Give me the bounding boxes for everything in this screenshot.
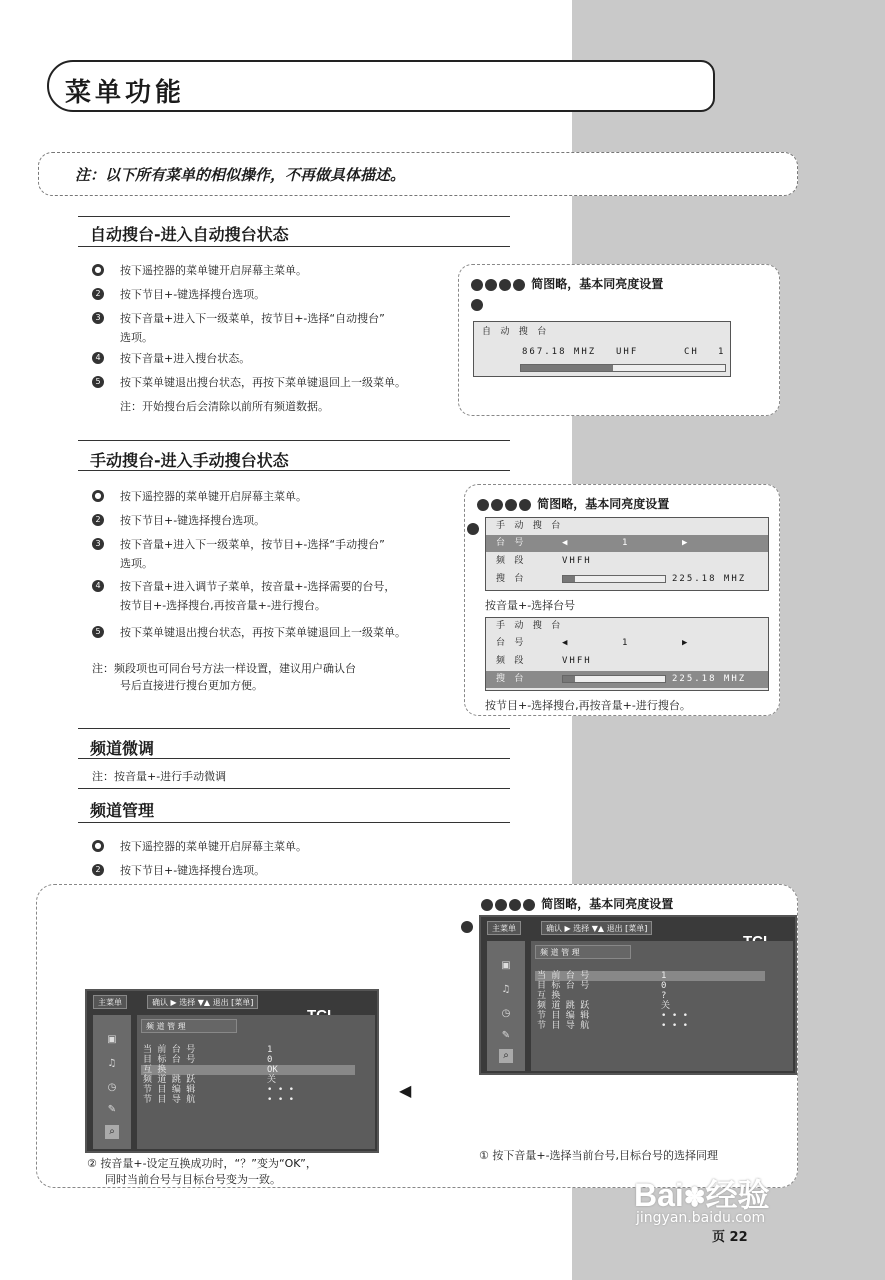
row-skip: 频 道 跳 跃 [537, 1001, 590, 1011]
page-title-box [47, 60, 715, 112]
circle-4-icon [461, 921, 473, 933]
step-bullet-icon: ● [92, 840, 104, 852]
row-skip: 频 道 跳 跃 [143, 1075, 196, 1085]
band-readout: UHF [616, 347, 639, 357]
mgmt-caption-1: ① 按下音量+-选择当前台号,目标台号的选择同理 [479, 1149, 719, 1162]
auto-step-3-cont: 选项。 [120, 331, 153, 344]
auto-search-progress [520, 364, 726, 372]
row-swap: 互 换 [143, 1065, 167, 1075]
screen-title: 自 动 搜 台 [482, 327, 549, 337]
fine-tune-heading: 频道微调 [90, 739, 155, 758]
channel-value: 1 [622, 638, 630, 648]
section-rule [78, 728, 510, 729]
step-4-marker [467, 521, 481, 535]
auto-search-status [474, 344, 730, 361]
circle-4-icon [467, 523, 479, 535]
val-skip: 关 [661, 1001, 671, 1011]
manual-progress [562, 575, 666, 583]
icon-sidebar [487, 941, 525, 1071]
manual-step-4-cont: 按节目+-选择搜台,再按音量+-进行搜台。 [120, 599, 326, 612]
circle-5-icon [519, 499, 531, 511]
freq-readout: 225.18 MHZ [672, 674, 747, 684]
submenu-title: 频 道 管 理 [141, 1019, 237, 1033]
circle-5-icon [523, 899, 535, 911]
row-nav: 节 目 导 航 [537, 1021, 590, 1031]
val-edit: • • • [267, 1085, 295, 1095]
sound-icon: ♫ [501, 984, 511, 995]
auto-search-heading: 自动搜台-进入自动搜台状态 [90, 225, 289, 244]
row-target-channel: 目 标 台 号 [143, 1055, 196, 1065]
circle-3-icon [505, 499, 517, 511]
hint-tab: 确认 ▶ 选择 ▼▲ 退出 [菜单] [541, 921, 652, 935]
hint-tab: 确认 ▶ 选择 ▼▲ 退出 [菜单] [147, 995, 258, 1009]
icon-sidebar [93, 1015, 131, 1149]
menu-content [137, 1015, 375, 1149]
freq-readout: 225.18 MHZ [672, 574, 747, 584]
right-arrow-icon: ▶ [682, 638, 690, 648]
row-edit: 节 目 编 辑 [143, 1085, 196, 1095]
val-skip: 关 [267, 1075, 277, 1085]
mgmt-caption-2-line2: 同时当前台号与目标台号变为一致。 [105, 1173, 281, 1186]
val-current-channel: 1 [661, 971, 667, 981]
step-bullet-icon: ● [92, 490, 104, 502]
section-rule [78, 470, 510, 471]
auto-note: 注：开始搜台后会清除以前所有频道数据。 [120, 400, 329, 413]
step-bullet-icon: 2 [92, 288, 104, 300]
submenu-title: 频 道 管 理 [535, 945, 631, 959]
row-search [486, 571, 768, 588]
row-label: 台 号 [496, 638, 526, 648]
panel-caption: 简图略，基本同亮度设置 [531, 277, 664, 291]
step-circles [481, 895, 673, 912]
val-target-channel: 0 [661, 981, 667, 991]
row-label: 搜 台 [496, 574, 526, 584]
search-icon: ⌕ [499, 1049, 513, 1063]
section-rule [78, 758, 510, 759]
row-label: 频 段 [496, 656, 526, 666]
sound-icon: ♫ [107, 1058, 117, 1069]
step-circles [471, 275, 663, 292]
row-edit: 节 目 编 辑 [537, 1011, 590, 1021]
picture-icon: ▣ [501, 960, 511, 971]
row-label: 搜 台 [496, 674, 526, 684]
fine-tune-note: 注：按音量+-进行手动微调 [92, 770, 227, 783]
step-bullet-icon: 3 [92, 538, 104, 550]
val-nav: • • • [661, 1021, 689, 1031]
val-nav: • • • [267, 1095, 295, 1105]
screen-title: 手 动 搜 台 [496, 621, 563, 631]
channel-mgmt-heading: 频道管理 [90, 801, 155, 820]
row-current-channel: 当 前 台 号 [143, 1045, 196, 1055]
row-channel-selected [486, 535, 768, 552]
step-bullet-icon: 2 [92, 864, 104, 876]
step-bullet-icon: 2 [92, 514, 104, 526]
section-rule [78, 440, 510, 441]
circle-1-icon [477, 499, 489, 511]
band-value: VHFH [562, 656, 592, 666]
step-bullet-icon: 3 [92, 312, 104, 324]
val-edit: • • • [661, 1011, 689, 1021]
progress-fill [521, 365, 613, 371]
ch-value: 1 [718, 347, 726, 357]
val-swap-ok: OK [267, 1065, 278, 1075]
val-target-channel: 0 [267, 1055, 273, 1065]
section-rule [78, 822, 510, 823]
tv-screen-left [85, 989, 379, 1153]
manual-search-panel [464, 484, 780, 716]
tools-icon: ✎ [107, 1104, 117, 1115]
tv-screen-right [479, 915, 797, 1075]
watermark-url: jingyan.baidu.com [636, 1210, 766, 1226]
row-search-selected [486, 671, 768, 688]
channel-value: 1 [622, 538, 630, 548]
general-note-box [38, 152, 798, 196]
manual-caption-bottom: 按节目+-选择搜台,再按音量+-进行搜台。 [485, 699, 691, 712]
step-bullet-icon: 4 [92, 352, 104, 364]
manual-search-heading: 手动搜台-进入手动搜台状态 [90, 451, 289, 470]
section-rule [78, 246, 510, 247]
row-nav: 节 目 导 航 [143, 1095, 196, 1105]
auto-search-screen [473, 321, 731, 377]
main-menu-tab: 主菜单 [93, 995, 127, 1009]
manual-note-2: 号后直接进行搜台更加方便。 [120, 679, 263, 692]
circle-2-icon [491, 499, 503, 511]
progress-fill [563, 576, 575, 582]
manual-search-screen-1 [485, 517, 769, 591]
picture-icon: ▣ [107, 1034, 117, 1045]
right-arrow-icon: ▶ [682, 538, 690, 548]
circle-1-icon [481, 899, 493, 911]
row-band [486, 653, 768, 670]
circle-4-icon [471, 299, 483, 311]
tools-icon: ✎ [501, 1030, 511, 1041]
circle-3-icon [509, 899, 521, 911]
section-rule [78, 216, 510, 217]
section-rule [78, 788, 510, 789]
mgmt-caption-2-line1: ② 按音量+-设定互换成功时，“？”变为“OK”， [87, 1157, 317, 1170]
clock-icon: ◷ [107, 1082, 117, 1093]
manual-search-screen-2 [485, 617, 769, 691]
search-icon: ⌕ [105, 1125, 119, 1139]
selected-row-highlight [141, 1065, 355, 1075]
step-bullet-icon: 5 [92, 376, 104, 388]
manual-caption-mid: 按音量+-选择台号 [485, 599, 576, 612]
circle-2-icon [485, 279, 497, 291]
panel-caption: 简图略，基本同亮度设置 [537, 497, 670, 511]
row-target-channel: 目 标 台 号 [537, 981, 590, 991]
step-bullet-icon: ● [92, 264, 104, 276]
val-current-channel: 1 [267, 1045, 273, 1055]
left-arrow-icon: ◀ [562, 538, 570, 548]
row-channel [486, 635, 768, 652]
step-bullet-icon: 5 [92, 626, 104, 638]
step-4-marker [471, 297, 485, 311]
band-value: VHFH [562, 556, 592, 566]
watermark-brand: Bai [634, 1177, 684, 1213]
auto-search-panel [458, 264, 780, 416]
manual-step-3-cont: 选项。 [120, 557, 153, 570]
channel-mgmt-panel [36, 884, 798, 1188]
val-swap: ? [661, 991, 667, 1001]
main-menu-tab: 主菜单 [487, 921, 521, 935]
freq-readout: 867.18 MHZ [522, 347, 597, 357]
row-label: 频 段 [496, 556, 526, 566]
step-bullet-icon: 4 [92, 580, 104, 592]
step-circles [477, 495, 669, 512]
row-current-channel: 当 前 台 号 [537, 971, 590, 981]
circle-1-icon [471, 279, 483, 291]
manual-progress [562, 675, 666, 683]
screen-title: 手 动 搜 台 [496, 521, 563, 531]
step-4-marker [461, 919, 475, 933]
menu-content [531, 941, 793, 1071]
page-number: 页 22 [712, 1230, 748, 1245]
row-swap: 互 换 [537, 991, 561, 1001]
clock-icon: ◷ [501, 1008, 511, 1019]
circle-2-icon [495, 899, 507, 911]
panel-caption: 简图略，基本同亮度设置 [541, 897, 674, 911]
circle-3-icon [499, 279, 511, 291]
ch-label: CH [684, 347, 699, 357]
paw-icon: ✽ [683, 1182, 706, 1212]
page-title: 菜单功能 [65, 78, 186, 108]
manual-note-1: 注：频段项也可同台号方法一样设置，建议用户确认台 [92, 662, 356, 675]
progress-fill [563, 676, 575, 682]
left-arrow-icon: ◀ [562, 638, 570, 648]
row-label: 台 号 [496, 538, 526, 548]
general-note: 注：以下所有菜单的相似操作，不再做具体描述。 [75, 166, 406, 184]
row-band [486, 553, 768, 570]
watermark-suffix: 经验 [705, 1177, 770, 1213]
circle-5-icon [513, 279, 525, 291]
left-arrow-icon: ◀ [399, 1081, 412, 1100]
